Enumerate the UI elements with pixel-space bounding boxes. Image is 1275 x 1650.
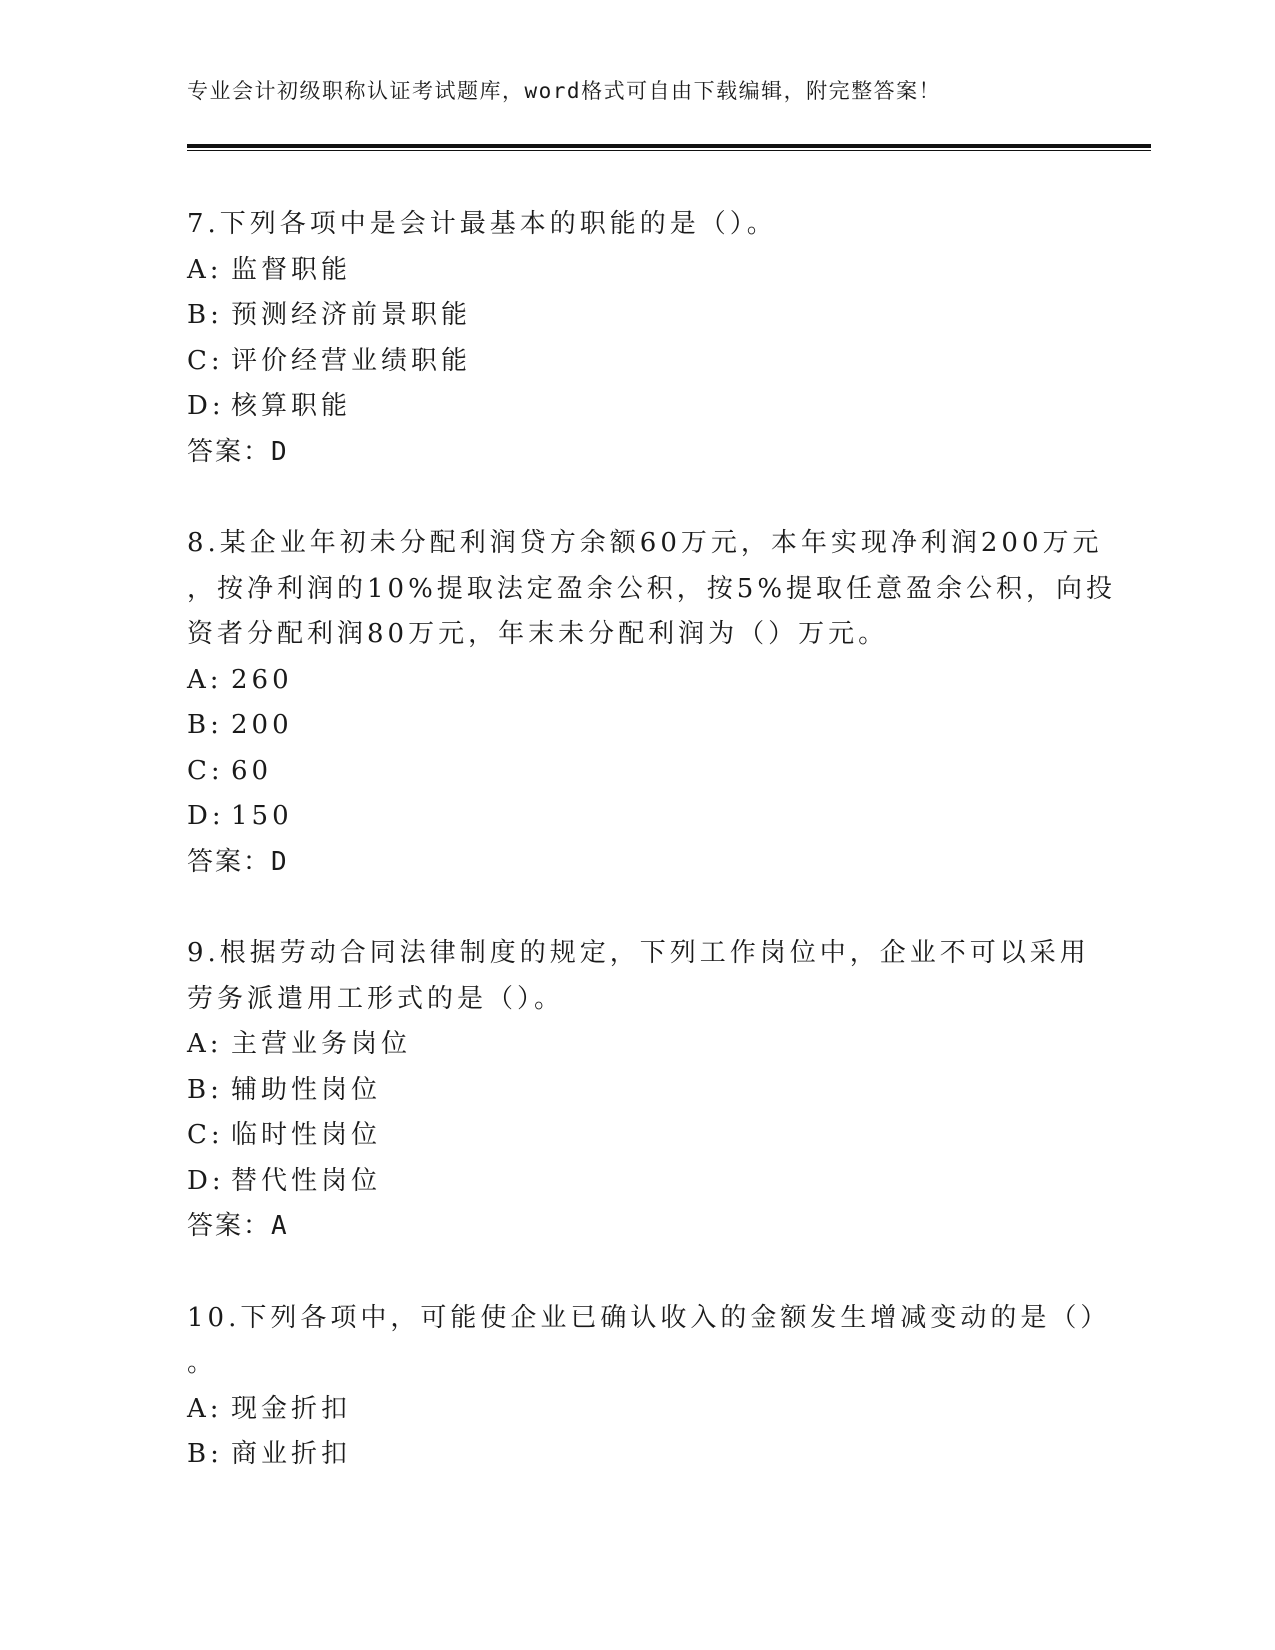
answer-line [187, 1204, 1087, 1250]
option-a [187, 1387, 1087, 1433]
option-text: 辅助性岗位 [231, 1074, 382, 1105]
question-9 [187, 931, 1090, 1250]
option-a [187, 1022, 1087, 1068]
option-letter: B: [187, 1439, 223, 1469]
answer-line [187, 840, 1087, 886]
option-d [187, 794, 1087, 840]
option-text: 60 [231, 755, 273, 786]
question-7 [187, 202, 1087, 475]
option-letter: A: [187, 664, 223, 695]
option-d [187, 384, 1087, 430]
option-text: 150 [231, 801, 293, 831]
option-text: 临时性岗位 [231, 1120, 382, 1150]
header-rule-thin [187, 150, 1151, 151]
option-text: 监督职能 [231, 254, 352, 285]
option-letter: A: [187, 1393, 223, 1424]
question-10 [187, 1296, 1111, 1478]
option-letter: D: [187, 1165, 225, 1196]
option-letter: C: [187, 345, 224, 376]
option-c [187, 1113, 1087, 1159]
option-letter: D: [187, 801, 225, 831]
page-header: 专业会计初级职称认证考试题库，word格式可自由下载编辑，附完整答案！ [187, 79, 942, 103]
option-text: 主营业务岗位 [231, 1029, 412, 1059]
question-stem [187, 931, 1090, 1022]
question-stem [187, 521, 1117, 658]
option-text: 预测经济前景职能 [231, 300, 472, 330]
answer-label: 答案： [187, 436, 272, 467]
stem-line: 资者分配利润80万元，年末未分配利润为（）万元。 [187, 619, 889, 649]
option-c [187, 749, 1087, 795]
option-letter: C: [187, 1120, 224, 1150]
option-b [187, 293, 1087, 339]
answer-line [187, 430, 1087, 476]
option-text: 260 [231, 664, 293, 695]
option-letter: B: [187, 710, 223, 740]
option-letter: C: [187, 755, 224, 786]
question-list [187, 202, 1117, 1524]
option-letter: B: [187, 1074, 223, 1105]
option-a [187, 248, 1087, 294]
option-b [187, 703, 1087, 749]
option-text: 评价经营业绩职能 [231, 345, 472, 376]
option-letter: A: [187, 254, 223, 285]
answer-value: D [271, 846, 289, 877]
answer-label: 答案： [187, 846, 272, 877]
option-a [187, 658, 1087, 704]
question-stem [187, 1296, 1111, 1387]
answer-value: A [271, 1211, 289, 1241]
header-rule-thick [187, 144, 1151, 148]
stem-line: 9.根据劳动合同法律制度的规定，下列工作岗位中，企业不可以采用 [187, 938, 1090, 968]
stem-line: 7.下列各项中是会计最基本的职能的是（）。 [187, 209, 777, 239]
stem-line: ，按净利润的10%提取法定盈余公积，按5%提取任意盈余公积，向投 [187, 573, 1117, 604]
option-letter: A: [187, 1029, 223, 1059]
option-letter: D: [187, 391, 225, 421]
option-letter: B: [187, 300, 223, 330]
stem-line: 。 [187, 1348, 218, 1378]
stem-line: 10.下列各项中，可能使企业已确认收入的金额发生增减变动的是（） [187, 1302, 1111, 1333]
option-b [187, 1432, 1087, 1478]
answer-label: 答案： [187, 1211, 272, 1241]
option-c [187, 339, 1087, 385]
option-d [187, 1159, 1087, 1205]
option-text: 200 [231, 710, 293, 740]
option-text: 替代性岗位 [231, 1165, 382, 1196]
answer-value: D [271, 436, 289, 467]
option-text: 商业折扣 [231, 1439, 352, 1469]
stem-line: 8.某企业年初未分配利润贷方余额60万元，本年实现净利润200万元 [187, 528, 1103, 558]
question-stem [187, 202, 1087, 248]
option-text: 核算职能 [231, 391, 352, 421]
stem-line: 劳务派遣用工形式的是（）。 [187, 983, 565, 1014]
option-b [187, 1068, 1087, 1114]
option-text: 现金折扣 [231, 1393, 352, 1424]
question-8 [187, 521, 1117, 885]
